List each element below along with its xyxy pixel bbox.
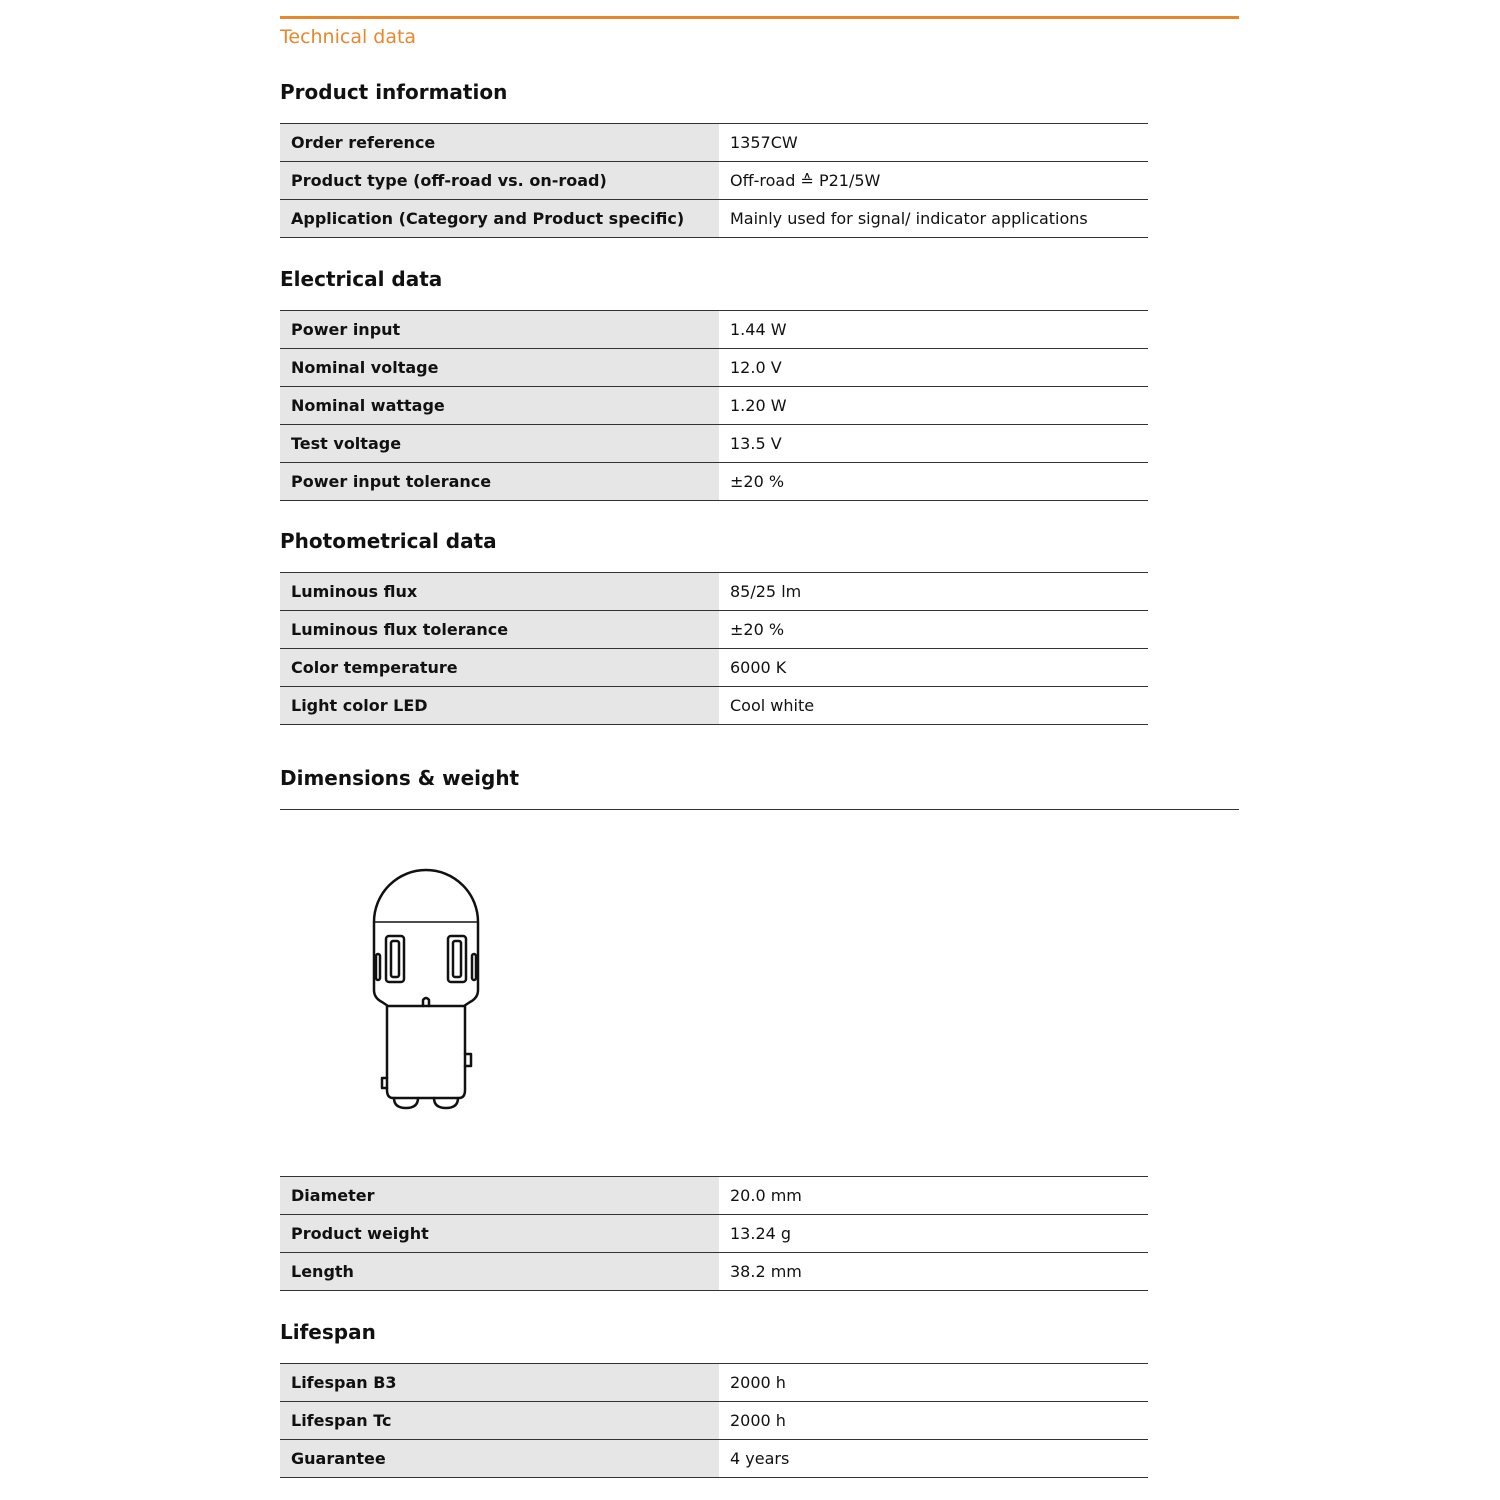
page-title: Technical data xyxy=(280,26,417,48)
row-value: 13.5 V xyxy=(719,425,1148,463)
table-row xyxy=(280,162,1148,200)
section-title-dimensions-weight: Dimensions & weight xyxy=(280,766,520,790)
row-label: Power input tolerance xyxy=(280,463,719,501)
row-label: Product type (off-road vs. on-road) xyxy=(280,162,719,200)
row-value: 12.0 V xyxy=(719,349,1148,387)
row-label: Nominal voltage xyxy=(280,349,719,387)
row-value: 4 years xyxy=(719,1440,1148,1478)
row-label: Light color LED xyxy=(280,687,719,725)
row-label: Lifespan B3 xyxy=(280,1364,719,1402)
table-row xyxy=(280,1402,1148,1440)
row-value: 2000 h xyxy=(719,1402,1148,1440)
row-value: 13.24 g xyxy=(719,1215,1148,1253)
row-label: Luminous flux xyxy=(280,573,719,611)
row-value: ±20 % xyxy=(719,463,1148,501)
row-value: Off-road ≙ P21/5W xyxy=(719,162,1148,200)
row-label: Length xyxy=(280,1253,719,1291)
row-value: 85/25 lm xyxy=(719,573,1148,611)
electrical-data-table xyxy=(280,310,1148,501)
section-title-photometrical-data: Photometrical data xyxy=(280,529,497,553)
led-bulb-icon xyxy=(360,860,500,1124)
row-value: 20.0 mm xyxy=(719,1177,1148,1215)
row-label: Luminous flux tolerance xyxy=(280,611,719,649)
product-information-table xyxy=(280,123,1148,238)
table-row xyxy=(280,124,1148,162)
dimensions-weight-table xyxy=(280,1176,1148,1291)
row-label: Lifespan Tc xyxy=(280,1402,719,1440)
row-value: Cool white xyxy=(719,687,1148,725)
table-row xyxy=(280,1364,1148,1402)
row-label: Color temperature xyxy=(280,649,719,687)
section-title-product-information: Product information xyxy=(280,80,508,104)
row-value: Mainly used for signal/ indicator applications xyxy=(719,200,1148,238)
row-value: 38.2 mm xyxy=(719,1253,1148,1291)
row-value: 1.20 W xyxy=(719,387,1148,425)
table-row xyxy=(280,611,1148,649)
row-label: Product weight xyxy=(280,1215,719,1253)
row-label: Order reference xyxy=(280,124,719,162)
header-divider xyxy=(280,16,1239,19)
row-label: Power input xyxy=(280,311,719,349)
table-row xyxy=(280,1253,1148,1291)
table-row xyxy=(280,200,1148,238)
row-label: Test voltage xyxy=(280,425,719,463)
row-label: Application (Category and Product specific) xyxy=(280,200,719,238)
row-value: 1.44 W xyxy=(719,311,1148,349)
section-title-lifespan: Lifespan xyxy=(280,1320,376,1344)
table-row xyxy=(280,425,1148,463)
table-row xyxy=(280,1177,1148,1215)
row-label: Nominal wattage xyxy=(280,387,719,425)
table-row xyxy=(280,349,1148,387)
row-value: 1357CW xyxy=(719,124,1148,162)
table-row xyxy=(280,687,1148,725)
table-row xyxy=(280,387,1148,425)
table-row xyxy=(280,649,1148,687)
lifespan-table xyxy=(280,1363,1148,1478)
row-label: Diameter xyxy=(280,1177,719,1215)
photometrical-data-table xyxy=(280,572,1148,725)
row-value: 2000 h xyxy=(719,1364,1148,1402)
table-row xyxy=(280,311,1148,349)
row-label: Guarantee xyxy=(280,1440,719,1478)
section-title-electrical-data: Electrical data xyxy=(280,267,443,291)
table-row xyxy=(280,1215,1148,1253)
row-value: 6000 K xyxy=(719,649,1148,687)
table-row xyxy=(280,573,1148,611)
row-value: ±20 % xyxy=(719,611,1148,649)
table-row xyxy=(280,1440,1148,1478)
table-row xyxy=(280,463,1148,501)
section-divider xyxy=(280,809,1239,810)
